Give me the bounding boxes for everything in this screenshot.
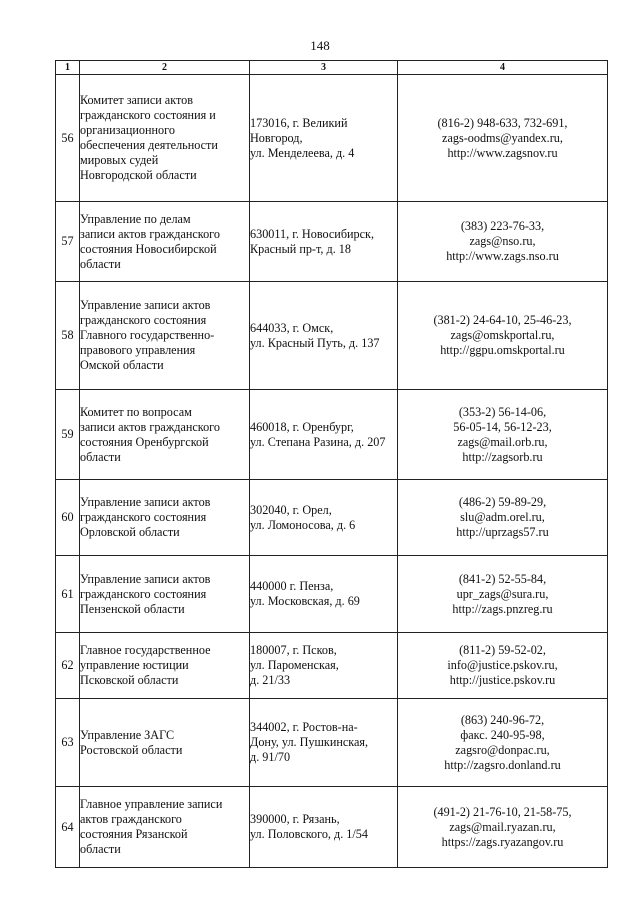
postal-address-line: 344002, г. Ростов-на- bbox=[250, 720, 358, 734]
organization-name bbox=[80, 787, 250, 868]
contact-info bbox=[398, 480, 608, 556]
row-number: 63 bbox=[56, 699, 80, 787]
table-row bbox=[56, 787, 608, 868]
contact-info bbox=[398, 699, 608, 787]
row-number: 62 bbox=[56, 633, 80, 699]
organization-name-line: Главное управление записи bbox=[80, 797, 223, 811]
organization-name-line: актов гражданского bbox=[80, 812, 182, 826]
contact-info bbox=[398, 202, 608, 282]
organization-name-line: записи актов гражданского bbox=[80, 226, 220, 241]
organization-name-line: записи актов гражданского bbox=[80, 419, 220, 434]
contact-info-line: zags@nso.ru, bbox=[469, 234, 536, 248]
contact-info-line: upr_zags@sura.ru, bbox=[456, 586, 549, 601]
organization-name-line: области bbox=[80, 842, 121, 856]
contact-info-line: http://ggpu.omskportal.ru bbox=[440, 343, 565, 357]
postal-address-line: ул. Менделеева, д. 4 bbox=[250, 145, 355, 160]
table-row bbox=[56, 390, 608, 480]
header-col-3: 3 bbox=[250, 61, 398, 75]
postal-address bbox=[250, 480, 398, 556]
contact-info-line: (381-2) 24-64-10, 25-46-23, bbox=[433, 313, 572, 327]
organization-name-line: мировых судей bbox=[80, 153, 159, 167]
contact-info-line: (383) 223-76-33, bbox=[460, 219, 545, 233]
contact-info-line: zags-oodms@yandex.ru, bbox=[442, 130, 563, 145]
registry-offices-table bbox=[55, 60, 608, 868]
row-number: 58 bbox=[56, 282, 80, 390]
contact-info-line: (811-2) 59-52-02, bbox=[459, 643, 546, 657]
organization-name-line: Главное государственное bbox=[80, 643, 211, 657]
organization-name-line: правового управления bbox=[80, 343, 196, 357]
postal-address-line: Красный пр-т, д. 18 bbox=[250, 241, 351, 256]
postal-address-line: ул. Половского, д. 1/54 bbox=[250, 827, 368, 841]
postal-address bbox=[250, 699, 398, 787]
contact-info-line: http://www.zagsnov.ru bbox=[447, 145, 558, 160]
contact-info-line: 56-05-14, 56-12-23, bbox=[453, 419, 552, 434]
contact-info-line: zags@omskportal.ru, bbox=[450, 328, 555, 342]
organization-name bbox=[80, 282, 250, 390]
organization-name-line: Управление записи актов bbox=[80, 298, 211, 312]
organization-name-line: гражданского состояния bbox=[80, 313, 207, 327]
contact-info bbox=[398, 390, 608, 480]
postal-address bbox=[250, 202, 398, 282]
contact-info bbox=[398, 787, 608, 868]
postal-address-line: 630011, г. Новосибирск, bbox=[250, 226, 375, 241]
contact-info-line: (841-2) 52-55-84, bbox=[458, 571, 547, 586]
row-number: 61 bbox=[56, 556, 80, 633]
organization-name-line: Омской области bbox=[80, 358, 164, 372]
organization-name-line: управление юстиции bbox=[80, 658, 189, 672]
organization-name-line: Псковской области bbox=[80, 673, 179, 687]
organization-name-line: Главного государственно- bbox=[80, 328, 215, 342]
table-row bbox=[56, 202, 608, 282]
contact-info bbox=[398, 282, 608, 390]
organization-name bbox=[80, 202, 250, 282]
row-number: 64 bbox=[56, 787, 80, 868]
contact-info bbox=[398, 75, 608, 202]
postal-address-line: ул. Московская, д. 69 bbox=[250, 594, 360, 608]
postal-address-line: 390000, г. Рязань, bbox=[250, 812, 340, 826]
contact-info-line: http://justice.pskov.ru bbox=[449, 673, 556, 687]
postal-address-line: 460018, г. Оренбург, bbox=[250, 419, 354, 434]
organization-name-line: Управление ЗАГС bbox=[80, 727, 175, 742]
contact-info-line: (353-2) 56-14-06, bbox=[458, 404, 547, 419]
contact-info-line: (491-2) 21-76-10, 21-58-75, bbox=[433, 804, 572, 819]
postal-address-line: ул. Пароменская, bbox=[250, 658, 339, 672]
postal-address-line: 180007, г. Псков, bbox=[250, 643, 337, 657]
postal-address-line: д. 21/33 bbox=[250, 673, 291, 687]
organization-name-line: гражданского состояния bbox=[80, 510, 207, 524]
organization-name-line: Управление по делам bbox=[80, 211, 191, 226]
organization-name-line: Пензенской области bbox=[80, 601, 185, 616]
organization-name-line: области bbox=[80, 256, 121, 271]
table-row bbox=[56, 633, 608, 699]
contact-info-line: http://zags.pnzreg.ru bbox=[452, 601, 553, 616]
row-number: 59 bbox=[56, 390, 80, 480]
organization-name-line: Ростовской области bbox=[80, 742, 183, 757]
organization-name-line: гражданского состояния bbox=[80, 586, 207, 601]
contact-info-line: zags@mail.ryazan.ru, bbox=[449, 819, 556, 834]
organization-name bbox=[80, 75, 250, 202]
table-body bbox=[56, 75, 608, 868]
row-number: 60 bbox=[56, 480, 80, 556]
organization-name bbox=[80, 480, 250, 556]
table-row bbox=[56, 75, 608, 202]
postal-address bbox=[250, 787, 398, 868]
postal-address-line: 440000 г. Пенза, bbox=[250, 579, 334, 593]
contact-info-line: zags@mail.orb.ru, bbox=[457, 434, 548, 449]
contact-info-line: zagsro@donpac.ru, bbox=[455, 742, 550, 757]
table-row bbox=[56, 480, 608, 556]
postal-address bbox=[250, 282, 398, 390]
organization-name bbox=[80, 699, 250, 787]
postal-address bbox=[250, 556, 398, 633]
contact-info-line: факс. 240-95-98, bbox=[460, 727, 545, 742]
contact-info-line: (863) 240-96-72, bbox=[460, 712, 545, 727]
postal-address-line: 644033, г. Омск, bbox=[250, 320, 334, 335]
organization-name-line: Комитет записи актов bbox=[80, 93, 193, 107]
organization-name-line: организационного bbox=[80, 123, 175, 137]
header-col-2: 2 bbox=[80, 61, 250, 75]
contact-info-line: (486-2) 59-89-29, bbox=[458, 495, 547, 509]
organization-name bbox=[80, 390, 250, 480]
organization-name-line: Новгородской области bbox=[80, 168, 197, 182]
contact-info-line: slu@adm.orel.ru, bbox=[460, 510, 545, 524]
table-row bbox=[56, 282, 608, 390]
page-number: 148 bbox=[310, 38, 330, 53]
organization-name-line: состояния Рязанской bbox=[80, 827, 188, 841]
contact-info-line: (816-2) 948-633, 732-691, bbox=[437, 115, 568, 130]
postal-address bbox=[250, 75, 398, 202]
organization-name-line: обеспечения деятельности bbox=[80, 138, 218, 152]
postal-address-line: ул. Ломоносова, д. 6 bbox=[250, 517, 356, 532]
header-col-1: 1 bbox=[56, 61, 80, 75]
postal-address-line: ул. Красный Путь, д. 137 bbox=[250, 335, 380, 350]
contact-info-line: http://www.zags.nso.ru bbox=[446, 249, 559, 263]
organization-name bbox=[80, 556, 250, 633]
contact-info-line: http://uprzags57.ru bbox=[456, 525, 549, 539]
postal-address bbox=[250, 633, 398, 699]
header-col-4: 4 bbox=[398, 61, 608, 75]
contact-info bbox=[398, 633, 608, 699]
contact-info bbox=[398, 556, 608, 633]
postal-address-line: ул. Степана Разина, д. 207 bbox=[250, 434, 386, 449]
organization-name-line: Управление записи актов bbox=[80, 571, 211, 586]
contact-info-line: http://zagsorb.ru bbox=[462, 449, 543, 464]
contact-info-line: http://zagsro.donland.ru bbox=[444, 757, 561, 772]
table-row bbox=[56, 556, 608, 633]
organization-name-line: состояния Новосибирской bbox=[80, 241, 217, 256]
contact-info-line: https://zags.ryazangov.ru bbox=[441, 834, 564, 849]
postal-address-line: д. 91/70 bbox=[250, 750, 291, 764]
table-row bbox=[56, 699, 608, 787]
contact-info-line: info@justice.pskov.ru, bbox=[447, 658, 558, 672]
organization-name bbox=[80, 633, 250, 699]
organization-name-line: Орловской области bbox=[80, 525, 180, 539]
row-number: 57 bbox=[56, 202, 80, 282]
postal-address-line: Дону, ул. Пушкинская, bbox=[250, 735, 369, 749]
organization-name-line: Управление записи актов bbox=[80, 495, 211, 509]
postal-address bbox=[250, 390, 398, 480]
row-number: 56 bbox=[56, 75, 80, 202]
organization-name-line: области bbox=[80, 449, 121, 464]
header-row bbox=[56, 61, 608, 75]
postal-address-line: Новгород, bbox=[250, 130, 303, 145]
organization-name-line: Комитет по вопросам bbox=[80, 404, 192, 419]
postal-address-line: 302040, г. Орел, bbox=[250, 502, 332, 517]
postal-address-line: 173016, г. Великий bbox=[250, 115, 348, 130]
organization-name-line: состояния Оренбургской bbox=[80, 434, 209, 449]
organization-name-line: гражданского состояния и bbox=[80, 108, 216, 122]
